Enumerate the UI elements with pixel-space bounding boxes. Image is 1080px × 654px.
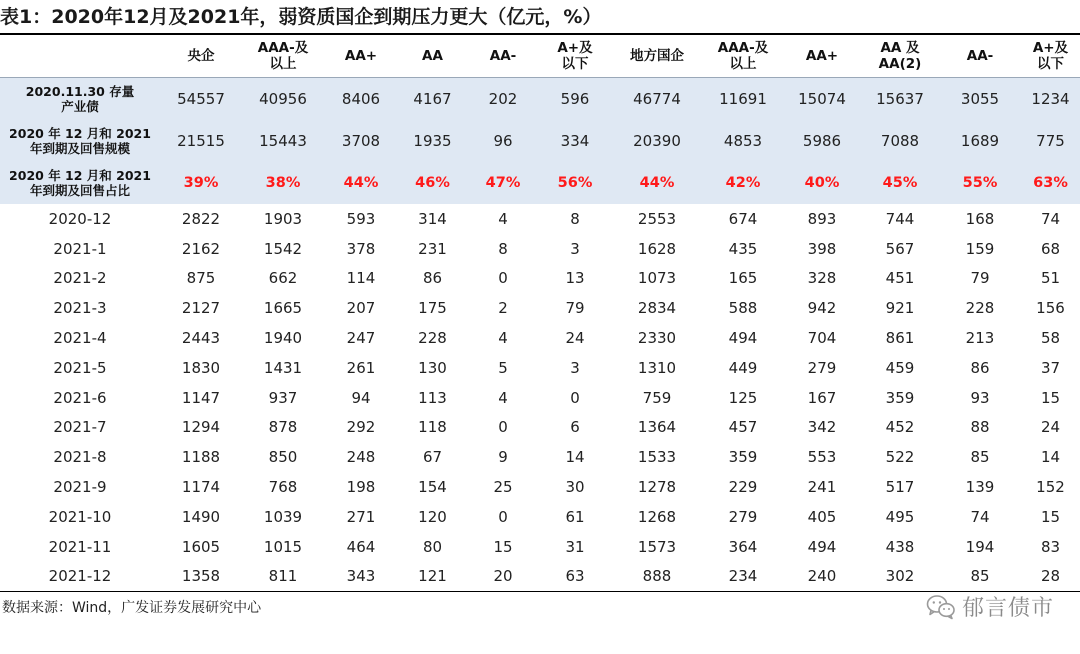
- table-cell: 1490: [181, 507, 221, 526]
- table-cell: 279: [807, 358, 837, 377]
- table-cell: 0: [498, 507, 508, 526]
- table-cell: 80: [422, 537, 443, 556]
- table-cell: 13: [565, 269, 585, 288]
- table-cell: 662: [268, 269, 298, 288]
- table-cell: 114: [346, 269, 376, 288]
- row-label-line: 2020.11.30 存量: [25, 84, 135, 99]
- table-row: [0, 442, 1080, 472]
- table-cell: 1039: [263, 507, 303, 526]
- table-cell: 30: [565, 478, 585, 497]
- row-label-line: 年到期及回售规模: [29, 141, 130, 156]
- table-cell: 359: [728, 448, 758, 467]
- table-row: [0, 323, 1080, 353]
- table-cell: 1689: [939, 120, 1021, 162]
- table-cell: 704: [807, 329, 837, 348]
- table-cell: 58: [1040, 329, 1061, 348]
- table-cell: 88: [970, 418, 990, 437]
- table-cell: 1830: [181, 358, 221, 377]
- table-cell: 20390: [611, 120, 703, 162]
- table-cell: 596: [539, 78, 611, 121]
- watermark: [926, 591, 1054, 622]
- month-label: 2021-4: [53, 329, 107, 348]
- summary-row: [0, 120, 1080, 162]
- table-cell: 1533: [637, 448, 677, 467]
- table-cell: 1234: [1021, 78, 1080, 121]
- table-cell: 1278: [637, 478, 677, 497]
- table-cell: 3708: [324, 120, 398, 162]
- table-row: [0, 383, 1080, 413]
- table-cell: 79: [565, 299, 585, 318]
- table-cell: 15: [1040, 388, 1061, 407]
- column-header-line: 以上: [269, 56, 297, 72]
- table-cell: 194: [965, 537, 995, 556]
- summary-row: [0, 162, 1080, 204]
- column-header-line: AA+: [805, 48, 839, 64]
- column-header-line: A+及: [557, 40, 593, 56]
- table-cell: 125: [728, 388, 758, 407]
- month-label: 2021-11: [48, 537, 112, 556]
- table-cell: 93: [970, 388, 990, 407]
- table-cell: 861: [885, 329, 915, 348]
- header-row: [0, 35, 1080, 78]
- table-cell: 328: [807, 269, 837, 288]
- table-cell: 495: [885, 507, 915, 526]
- table-cell: 378: [346, 239, 376, 258]
- table-cell: 47%: [467, 162, 539, 204]
- table-cell: 14: [565, 448, 585, 467]
- table-cell: 1940: [263, 329, 303, 348]
- column-header: [861, 35, 939, 78]
- table-cell: 86: [970, 358, 990, 377]
- table-cell: 24: [565, 329, 585, 348]
- table-cell: 15: [1040, 507, 1061, 526]
- table-cell: 314: [418, 209, 447, 228]
- table-cell: 139: [965, 478, 995, 497]
- table-cell: 96: [467, 120, 539, 162]
- table-cell: 3055: [939, 78, 1021, 121]
- table-cell: 67: [422, 448, 443, 467]
- table-cell: 4: [498, 209, 508, 228]
- table-title: 表1：2020年12月及2021年，弱资质国企到期压力更大（亿元，%）: [0, 6, 602, 28]
- summary-row: [0, 78, 1080, 121]
- column-header: [1021, 35, 1080, 78]
- month-label: 2021-9: [53, 478, 107, 497]
- table-cell: 517: [885, 478, 915, 497]
- month-label: 2021-10: [48, 507, 112, 526]
- table-cell: 1147: [181, 388, 221, 407]
- table-cell: 94: [351, 388, 371, 407]
- table-cell: 1268: [637, 507, 677, 526]
- table-cell: 234: [728, 567, 758, 586]
- table-cell: 875: [186, 269, 216, 288]
- month-label: 2021-8: [53, 448, 107, 467]
- table-cell: 0: [570, 388, 580, 407]
- watermark-text: 郁言债市: [961, 596, 1054, 621]
- table-cell: 2330: [637, 329, 677, 348]
- column-header: [539, 35, 611, 78]
- table-cell: 1174: [181, 478, 221, 497]
- table-cell: 248: [346, 448, 376, 467]
- table-row: [0, 353, 1080, 383]
- table-cell: 342: [807, 418, 837, 437]
- table-cell: 438: [885, 537, 915, 556]
- table-cell: 1015: [263, 537, 303, 556]
- table-cell: 937: [268, 388, 298, 407]
- table-cell: 593: [346, 209, 376, 228]
- table-cell: 175: [418, 299, 447, 318]
- table-cell: 202: [467, 78, 539, 121]
- table-cell: 68: [1040, 239, 1061, 258]
- table-cell: 44%: [324, 162, 398, 204]
- table-cell: 113: [418, 388, 447, 407]
- table-cell: 0: [498, 269, 508, 288]
- table-cell: 1605: [181, 537, 221, 556]
- table-cell: 457: [728, 418, 758, 437]
- column-header-line: 以下: [561, 56, 589, 72]
- column-header-line: 以上: [729, 56, 757, 72]
- column-header: [939, 35, 1021, 78]
- table-cell: 302: [885, 567, 915, 586]
- table-cell: 359: [885, 388, 915, 407]
- month-label: 2021-2: [53, 269, 107, 288]
- table-cell: 759: [642, 388, 672, 407]
- table-cell: 74: [1040, 209, 1061, 228]
- column-header: [703, 35, 783, 78]
- table-cell: 167: [807, 388, 837, 407]
- column-header: [324, 35, 398, 78]
- table-cell: 168: [965, 209, 995, 228]
- maturity-table: [0, 35, 1080, 591]
- table-cell: 768: [268, 478, 298, 497]
- row-label-line: 2020 年 12 月和 2021: [9, 168, 151, 183]
- column-header: [160, 35, 242, 78]
- table-cell: 11691: [703, 78, 783, 121]
- table-cell: 1310: [637, 358, 677, 377]
- table-row: [0, 264, 1080, 294]
- table-cell: 40%: [783, 162, 861, 204]
- column-header-line: 地方国企: [630, 48, 684, 64]
- column-header: [783, 35, 861, 78]
- table-cell: 343: [346, 567, 376, 586]
- table-cell: 9: [498, 448, 508, 467]
- table-cell: 674: [728, 209, 758, 228]
- table-cell: 63: [565, 567, 585, 586]
- table-cell: 156: [1036, 299, 1065, 318]
- month-label: 2021-3: [53, 299, 107, 318]
- table-cell: 42%: [703, 162, 783, 204]
- row-label: [0, 162, 160, 204]
- table-cell: 279: [728, 507, 758, 526]
- table-cell: 1364: [637, 418, 677, 437]
- header-corner: [0, 35, 160, 78]
- column-header-line: AA-: [966, 48, 994, 64]
- table-row: [0, 293, 1080, 323]
- table-row: [0, 562, 1080, 592]
- table-cell: 921: [885, 299, 915, 318]
- table-cell: 522: [885, 448, 915, 467]
- table-cell: 588: [728, 299, 758, 318]
- source-note: 数据来源：Wind，广发证券发展研究中心: [2, 600, 262, 616]
- table-cell: 31: [565, 537, 585, 556]
- month-label: 2021-1: [53, 239, 107, 258]
- table-cell: 4167: [398, 78, 467, 121]
- table-cell: 775: [1021, 120, 1080, 162]
- table-cell: 0: [498, 418, 508, 437]
- table-cell: 2127: [181, 299, 221, 318]
- table-cell: 20: [493, 567, 513, 586]
- table-cell: 1188: [181, 448, 221, 467]
- table-cell: 452: [885, 418, 915, 437]
- table-cell: 21515: [160, 120, 242, 162]
- table-cell: 8406: [324, 78, 398, 121]
- month-label: 2021-5: [53, 358, 107, 377]
- table-row: [0, 502, 1080, 532]
- table-cell: 240: [807, 567, 837, 586]
- column-header-line: AAA-及: [257, 40, 309, 56]
- column-header-line: AA(2): [878, 56, 922, 72]
- row-label: [0, 120, 160, 162]
- column-header: [242, 35, 324, 78]
- table-cell: 1358: [181, 567, 221, 586]
- table-cell: 213: [965, 329, 995, 348]
- table-row: [0, 234, 1080, 264]
- table-cell: 152: [1036, 478, 1065, 497]
- table-cell: 261: [346, 358, 376, 377]
- table-cell: 1542: [263, 239, 303, 258]
- table-cell: 8: [498, 239, 508, 258]
- table-cell: 231: [418, 239, 447, 258]
- table-cell: 2: [498, 299, 508, 318]
- table-cell: 449: [728, 358, 758, 377]
- table-cell: 451: [885, 269, 915, 288]
- table-cell: 61: [565, 507, 585, 526]
- table-cell: 229: [728, 478, 758, 497]
- table-cell: 121: [418, 567, 447, 586]
- table-cell: 1294: [181, 418, 221, 437]
- column-header-line: AA+: [344, 48, 378, 64]
- table-cell: 459: [885, 358, 915, 377]
- table-cell: 7088: [861, 120, 939, 162]
- table-cell: 44%: [611, 162, 703, 204]
- table-cell: 1431: [263, 358, 303, 377]
- row-label-line: 2020 年 12 月和 2021: [9, 126, 151, 141]
- table-cell: 15443: [242, 120, 324, 162]
- table-cell: 494: [728, 329, 758, 348]
- table-cell: 4: [498, 329, 508, 348]
- table-cell: 1665: [263, 299, 303, 318]
- table-cell: 850: [268, 448, 298, 467]
- table-cell: 14: [1040, 448, 1061, 467]
- table-cell: 271: [346, 507, 376, 526]
- table-cell: 2822: [181, 209, 221, 228]
- table-cell: 56%: [539, 162, 611, 204]
- table-cell: 54557: [160, 78, 242, 121]
- table-cell: 130: [418, 358, 447, 377]
- table-cell: 247: [346, 329, 376, 348]
- month-label: 2021-6: [53, 388, 107, 407]
- column-header-line: A+及: [1032, 40, 1069, 56]
- table-cell: 85: [970, 448, 990, 467]
- column-header-line: 央企: [187, 48, 215, 64]
- table-cell: 6: [570, 418, 580, 437]
- table-cell: 1573: [637, 537, 677, 556]
- table-cell: 46774: [611, 78, 703, 121]
- table-cell: 553: [807, 448, 837, 467]
- table-row: [0, 532, 1080, 562]
- table-cell: 63%: [1021, 162, 1080, 204]
- table-cell: 5: [498, 358, 508, 377]
- bottom-rule: [0, 591, 1080, 592]
- table-cell: 3: [570, 358, 580, 377]
- wechat-icon: [926, 594, 956, 620]
- column-header-line: AA-: [489, 48, 517, 64]
- table-cell: 120: [418, 507, 447, 526]
- table-cell: 435: [728, 239, 758, 258]
- table-cell: 364: [728, 537, 758, 556]
- table-cell: 878: [268, 418, 298, 437]
- table-cell: 464: [346, 537, 376, 556]
- month-label: 2021-7: [53, 418, 107, 437]
- column-header-line: AA 及: [880, 40, 920, 56]
- table-cell: 398: [807, 239, 837, 258]
- table-cell: 15637: [861, 78, 939, 121]
- table-cell: 2834: [637, 299, 677, 318]
- table-cell: 159: [965, 239, 995, 258]
- table-cell: 811: [268, 567, 298, 586]
- table-cell: 40956: [242, 78, 324, 121]
- table-cell: 567: [885, 239, 915, 258]
- row-label-line: 年到期及回售占比: [29, 183, 130, 198]
- table-cell: 3: [570, 239, 580, 258]
- table-cell: 1073: [637, 269, 677, 288]
- table-cell: 334: [539, 120, 611, 162]
- table-cell: 2553: [637, 209, 677, 228]
- table-cell: 15: [493, 537, 513, 556]
- table-cell: 2443: [181, 329, 221, 348]
- table-cell: 198: [346, 478, 376, 497]
- table-cell: 85: [970, 567, 990, 586]
- table-cell: 46%: [398, 162, 467, 204]
- table-cell: 292: [346, 418, 376, 437]
- table-cell: 118: [418, 418, 447, 437]
- month-label: 2020-12: [48, 209, 112, 228]
- table-cell: 228: [965, 299, 995, 318]
- table-cell: 38%: [242, 162, 324, 204]
- month-label: 2021-12: [48, 567, 112, 586]
- table-cell: 8: [570, 209, 580, 228]
- table-cell: 1628: [637, 239, 677, 258]
- table-row: [0, 204, 1080, 234]
- table-cell: 86: [422, 269, 443, 288]
- table-cell: 207: [346, 299, 376, 318]
- table-cell: 744: [885, 209, 915, 228]
- table-cell: 154: [418, 478, 447, 497]
- table-cell: 25: [493, 478, 513, 497]
- row-label-line: 产业债: [61, 99, 99, 114]
- table-row: [0, 472, 1080, 502]
- column-header-line: AA: [422, 48, 443, 64]
- table-cell: 83: [1040, 537, 1061, 556]
- table-cell: 2162: [181, 239, 221, 258]
- table-cell: 51: [1040, 269, 1061, 288]
- table-cell: 79: [970, 269, 990, 288]
- table-cell: 1903: [263, 209, 303, 228]
- table-cell: 39%: [160, 162, 242, 204]
- table-cell: 494: [807, 537, 837, 556]
- table-cell: 228: [418, 329, 447, 348]
- table-cell: 15074: [783, 78, 861, 121]
- column-header-line: 以下: [1037, 56, 1064, 72]
- table-cell: 1935: [398, 120, 467, 162]
- table-cell: 55%: [939, 162, 1021, 204]
- table-cell: 893: [807, 209, 837, 228]
- row-label: [0, 78, 160, 121]
- column-header: [398, 35, 467, 78]
- table-cell: 405: [807, 507, 837, 526]
- table-cell: 5986: [783, 120, 861, 162]
- column-header-line: AAA-及: [717, 40, 769, 56]
- table-row: [0, 413, 1080, 443]
- table-cell: 942: [807, 299, 837, 318]
- table-cell: 241: [807, 478, 837, 497]
- column-header: [467, 35, 539, 78]
- table-cell: 28: [1040, 567, 1061, 586]
- table-cell: 74: [970, 507, 990, 526]
- table-cell: 888: [642, 567, 672, 586]
- table-cell: 37: [1040, 358, 1061, 377]
- table-cell: 4853: [703, 120, 783, 162]
- table-cell: 4: [498, 388, 508, 407]
- table-cell: 165: [728, 269, 758, 288]
- table-cell: 45%: [861, 162, 939, 204]
- table-cell: 24: [1040, 418, 1061, 437]
- column-header: [611, 35, 703, 78]
